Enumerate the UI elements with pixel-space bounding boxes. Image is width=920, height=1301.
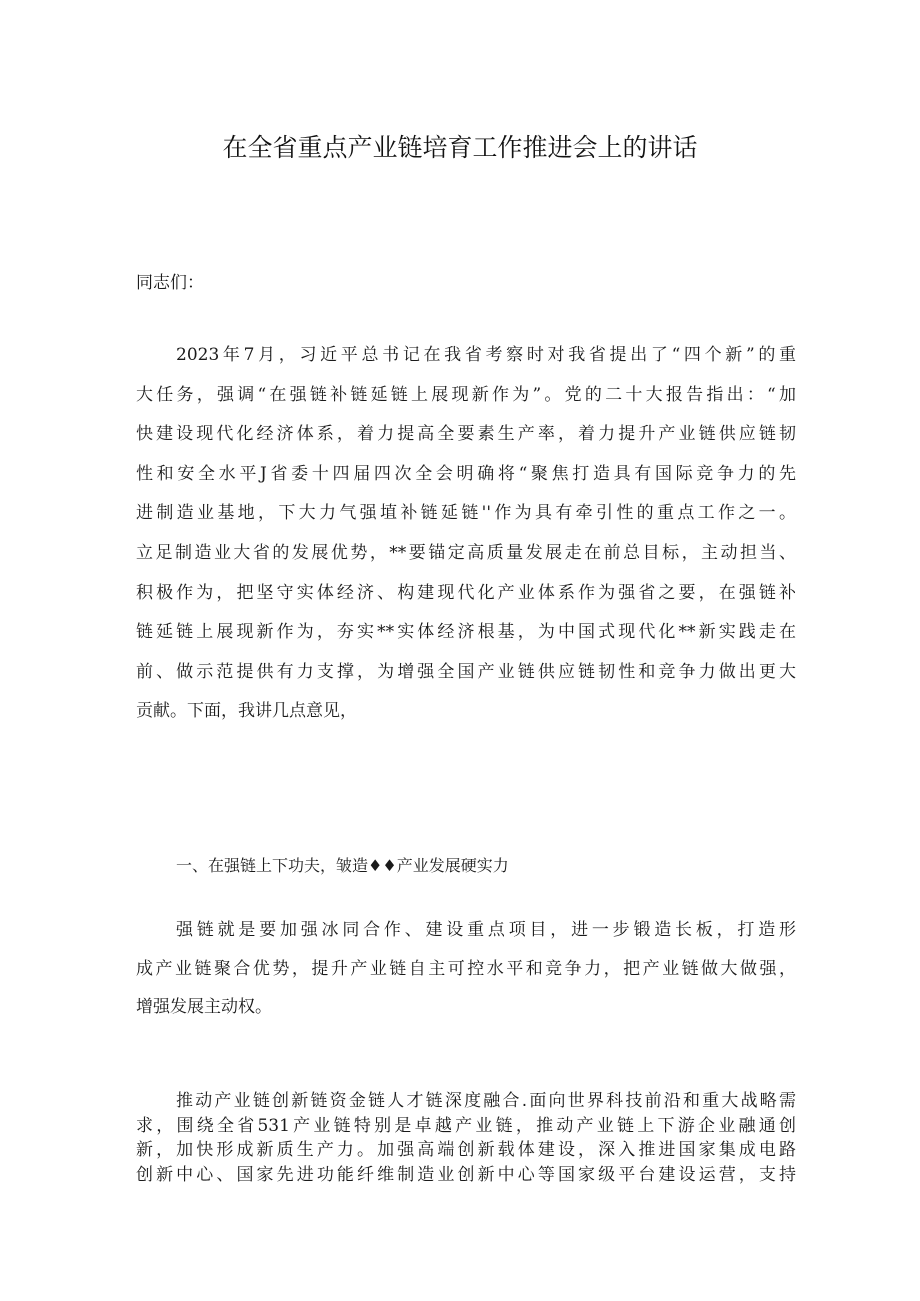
paragraph-1 [136, 336, 796, 732]
paragraph-line: 贡献。下面，我讲几点意见， [136, 701, 357, 722]
paragraph-3 [136, 1089, 796, 1188]
salutation: 同志们： [136, 273, 204, 293]
paragraph-line: 立足制造业大省的发展优势，**要锚定高质量发展走在前总目标，主动担当、 [136, 542, 796, 563]
paragraph-line: 2023年7月，习近平总书记在我省考察时对我省提出了“四个新”的重 [176, 345, 796, 365]
paragraph-line: 成产业链聚合优势，提升产业链自主可控水平和竞争力，把产业链做大做强， [136, 958, 796, 979]
paragraph-lead-sentence: 推动产业链创新链资金链人才链深度融合. [176, 1091, 528, 1111]
paragraph-line: 链延链上展现新作为，夯实**实体经济根基，为中国式现代化**新实践走在 [136, 622, 796, 643]
section-heading-1: 一、在强链上下功夫，皱造♦♦产业发展硬实力 [176, 856, 509, 875]
paragraph-line: 新，加快形成新质生产力。加强高端创新载体建设，深入推进国家集成电路 [136, 1140, 796, 1161]
paragraph-line: 增强发展主动权。 [136, 997, 272, 1017]
paragraph-line-rest: 面向世界科技前沿和重大战略需 [527, 1091, 796, 1111]
paragraph-line: 强链就是要加强冰同合作、建设重点项目，进一步锻造长板，打造形 [176, 920, 796, 940]
paragraph-line-lead [136, 1089, 796, 1114]
paragraph-line: 前、做示范提供有力支撑，为增强全国产业链供应链韧性和竞争力做出更大 [136, 661, 796, 682]
paragraph-line: 积极作为，把坚守实体经济、构建现代化产业体系作为强省之要，在强链补 [136, 582, 796, 603]
paragraph-line: 性和安全水平J省委十四届四次全会明确将“聚焦打造具有国际竞争力的先 [136, 463, 796, 484]
paragraph-2 [136, 911, 796, 1027]
paragraph-line: 大任务，强调“在强链补链延链上展现新作为”。党的二十大报告指出：“加 [136, 384, 796, 405]
paragraph-line: 求，围绕全省531产业链特别是卓越产业链，推动产业链上下游企业融通创 [136, 1115, 796, 1136]
paragraph-line: 创新中心、国家先进功能纤维制造业创新中心等国家级平台建设运营，支持 [136, 1165, 796, 1186]
paragraph-line: 进制造业基地，下大力气强埴补链延链''作为具有牵引性的重点工作之一。 [136, 503, 796, 524]
document-title: 在全省重点产业链培育工作推进会上的讲话 [222, 133, 698, 162]
paragraph-line: 快建设现代化经济体系，着力提高全要素生产率，着力提升产业链供应链韧 [136, 424, 796, 445]
